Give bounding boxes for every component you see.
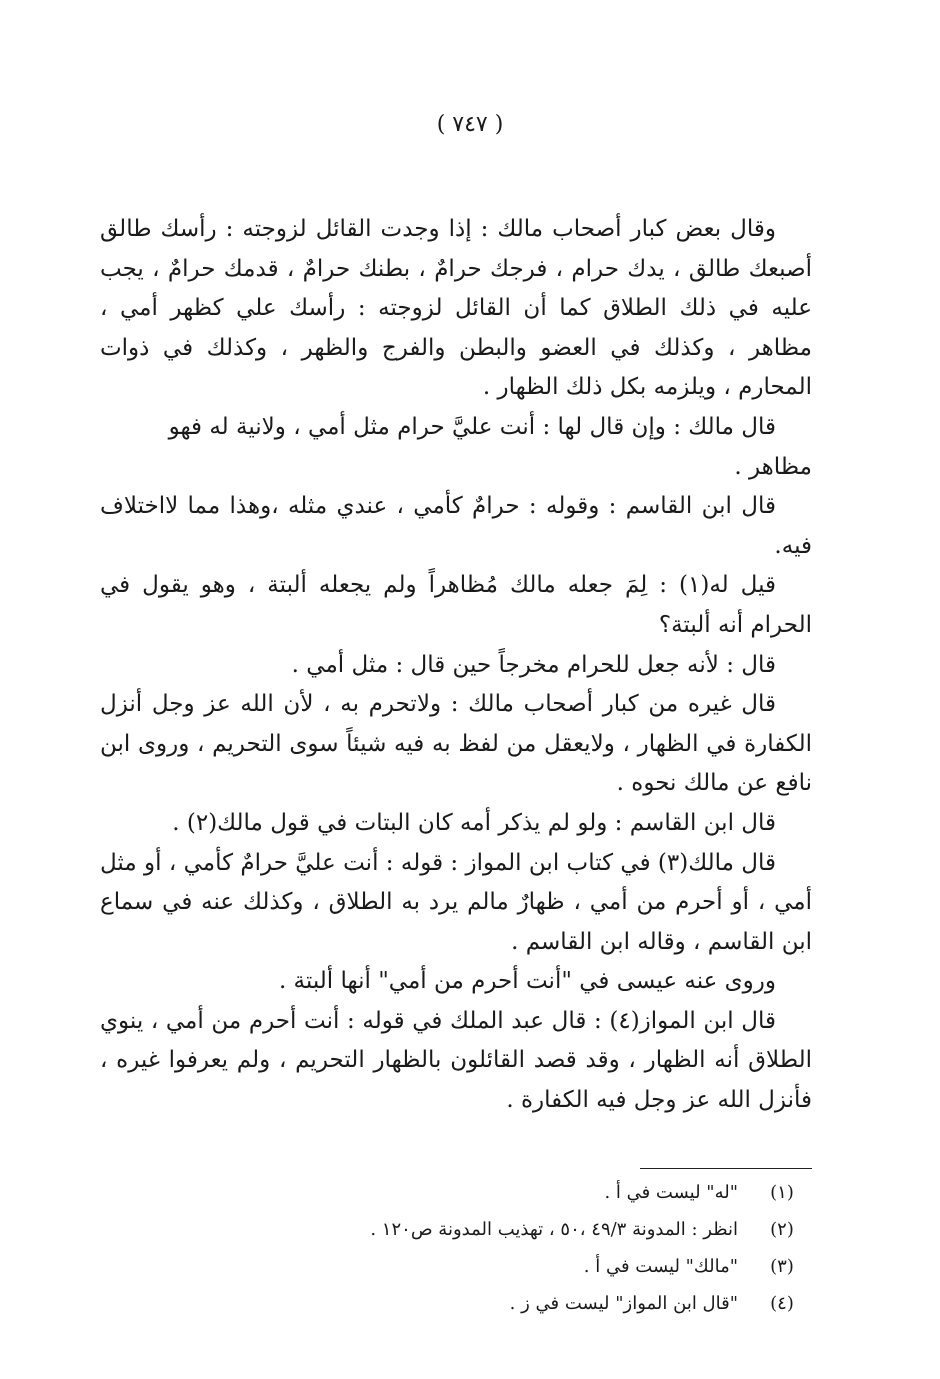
footnotes — [100, 1182, 812, 1330]
paragraph: وروى عنه عيسى في "أنت أحرم من أمي" أنها ألبتة . — [278, 968, 776, 995]
footnote-text: انظر : المدونة ٤٩/٣ ،٥٠ ، تهذيب المدونة ص١٢٠ . — [370, 1219, 738, 1240]
paragraph: قيل له(١) : لِمَ جعله مالك مُظاهراً ولم يجعله ألبتة ، وهو يقول في الحرام أنه ألبتة؟ — [100, 572, 812, 638]
paragraph: قال مالك(٣) في كتاب ابن المواز : قوله : أنت عليَّ حرامٌ كأمي ، أو مثل أمي ، أو أحرم من أمي ، ظهارٌ مالم يرد به الطلاق ، وكذلك عنه في سماع ابن القاسم ، وقاله ابن القاسم . — [100, 849, 812, 955]
footnote — [100, 1219, 812, 1256]
paragraph: قال ابن القاسم : ولو لم يذكر أمه كان البتات في قول مالك(٢) . — [172, 809, 776, 836]
paragraph: قال ابن المواز(٤) : قال عبد الملك في قوله : أنت أحرم من أمي ، ينوي الطلاق أنه الظهار ، وقد قصد القائلون بالظهار التحريم ، ولم يعرفوا غيره ، فأنزل الله عز وجل فيه الكفارة . — [100, 1007, 812, 1114]
footnote-divider — [640, 1168, 812, 1169]
page-number: ( ٧٤٧ ) — [436, 112, 504, 137]
footnote-text: "مالك" ليست في أ . — [583, 1256, 738, 1277]
footnote-text: "قال ابن المواز" ليست في ز . — [509, 1293, 738, 1314]
footnote-number: (١) — [770, 1182, 794, 1203]
paragraph: قال غيره من كبار أصحاب مالك : ولاتحرم به ، لأن الله عز وجل أنزل الكفارة في الظهار ، ولايعقل من لفظ به فيه شيئاً سوى التحريم ، وروى ابن نافع عن مالك نحوه . — [100, 691, 812, 797]
paragraph: قال : لأنه جعل للحرام مخرجاً حين قال : مثل أمي . — [291, 651, 776, 678]
body-text — [100, 210, 812, 1121]
footnote-number: (٣) — [770, 1256, 794, 1277]
paragraph: قال مالك : وإن قال لها : أنت عليَّ حرام مثل أمي ، ولانية له فهو مظاهر . — [168, 413, 812, 480]
paragraph: قال ابن القاسم : وقوله : حرامٌ كأمي ، عندي مثله ،وهذا مما لااختلاف فيه. — [100, 493, 812, 559]
footnote-text: "له" ليست في أ . — [604, 1182, 738, 1203]
footnote — [100, 1256, 812, 1293]
footnote — [100, 1182, 812, 1219]
footnote-number: (٤) — [770, 1293, 794, 1314]
footnote-number: (٢) — [770, 1219, 794, 1240]
footnote — [100, 1293, 812, 1330]
paragraph: وقال بعض كبار أصحاب مالك : إذا وجدت القائل لزوجته : رأسك طالق أصبعك طالق ، يدك حرام ، فرجك حرامٌ ، بطنك حرامٌ ، قدمك حرامٌ ، يجب عليه في ذلك الطلاق كما أن القائل لزوجته : رأسك علي كظهر أمي ، مظاهر ، وكذلك في العضو والبطن والفرج والظهر ، وكذلك في ذوات المحارم ، ويلزمه بكل ذلك الظهار . — [100, 216, 812, 401]
